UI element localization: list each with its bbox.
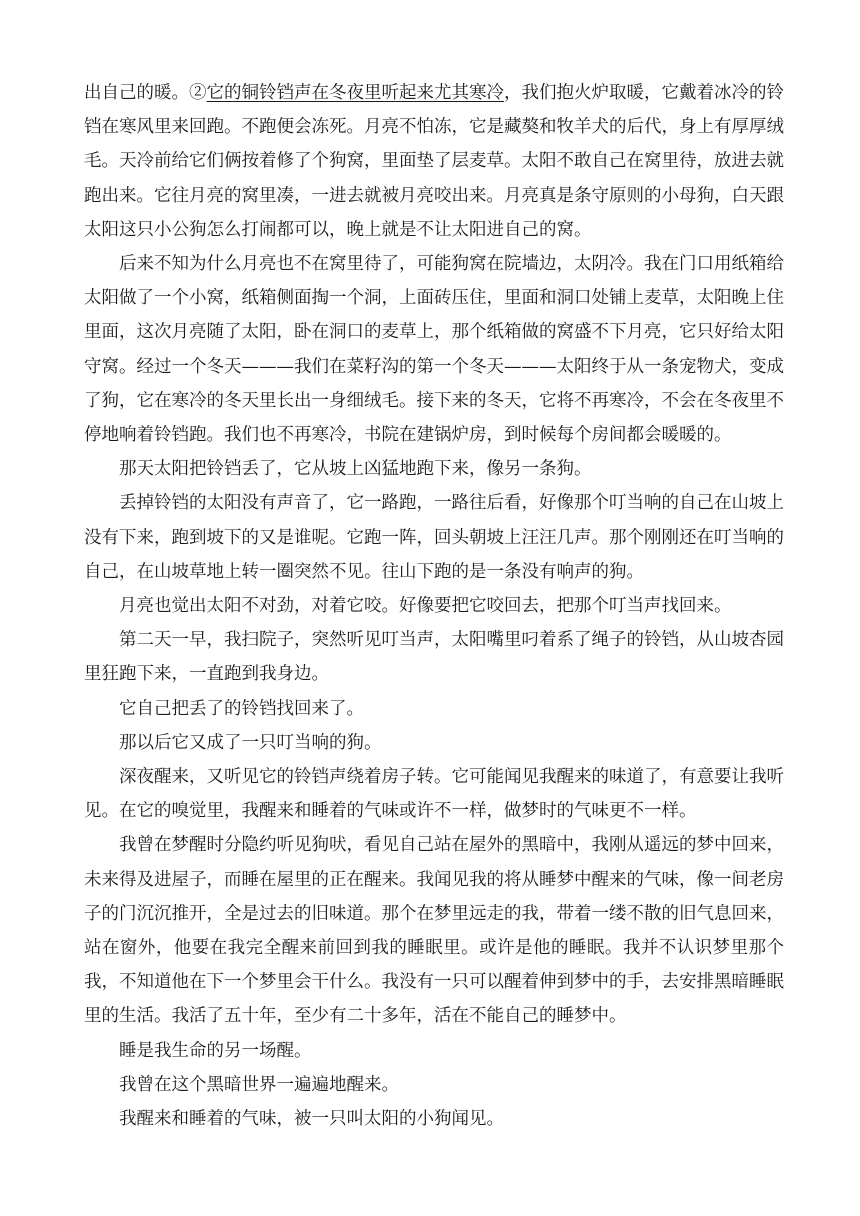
paragraph-6: 第二天一早，我扫院子，突然听见叮当声，太阳嘴里叼着系了绳子的铃铛，从山坡杏园里狂跑下来，一直跑到我身边。 <box>84 630 784 685</box>
paragraph-1-rest: ，我们抱火炉取暖，它戴着冰冷的铃铛在寒风里来回跑。不跑便会冻死。月亮不怕冻，它是藏獒和牧羊犬的后代，身上有厚厚绒毛。天冷前给它们俩按着修了个狗窝，里面垫了层麦草。太阳不敢自己在窝里待，放进去就跑出来。它往月亮的窝里凑，一进去就被月亮咬出来。月亮真是条守原则的小母狗，白天跟太阳这只小公狗怎么打闹都可以，晚上就是不让太阳进自己的窝。 <box>84 83 784 240</box>
underlined-sentence-2: 它的铜铃铛声在冬夜里听起来尤其寒冷 <box>206 83 504 103</box>
paragraph-5: 月亮也觉出太阳不对劲，对着它咬。好像要把它咬回去，把那个叮当声找回来。 <box>119 596 732 617</box>
paragraph-9: 深夜醒来，又听见它的铃铛声绕着房子转。它可能闻见我醒来的味道了，有意要让我听见。在它的嗅觉里，我醒来和睡着的气味或许不一样，做梦时的气味更不一样。 <box>84 767 784 822</box>
paragraph-1 <box>84 76 784 247</box>
paragraph-7: 它自己把丢了的铃铛找回来了。 <box>119 698 364 719</box>
paragraph-11: 睡是我生命的另一场醒。 <box>119 1040 312 1061</box>
paragraph-13: 我醒来和睡着的气味，被一只叫太阳的小狗闻见。 <box>119 1109 504 1130</box>
paragraph-3: 那天太阳把铃铛丢了，它从坡上凶猛地跑下来，像另一条狗。 <box>119 459 592 480</box>
article-body <box>84 76 784 1136</box>
paragraph-1-lead: 出自己的暖。② <box>84 83 207 103</box>
paragraph-12: 我曾在这个黑暗世界一遍遍地醒来。 <box>119 1074 399 1095</box>
paragraph-4: 丢掉铃铛的太阳没有声音了，它一路跑，一路往后看，好像那个叮当响的自己在山坡上没有下来，跑到坡下的又是谁呢。它跑一阵，回头朝坡上汪汪几声。那个刚刚还在叮当响的自己，在山坡草地上转一圈突然不见。往山下跑的是一条没有响声的狗。 <box>84 493 784 582</box>
paragraph-8: 那以后它又成了一只叮当响的狗。 <box>119 732 382 753</box>
paragraph-10: 我曾在梦醒时分隐约听见狗吠，看见自己站在屋外的黑暗中，我刚从遥远的梦中回来，未来得及进屋子，而睡在屋里的正在醒来。我闻见我的将从睡梦中醒来的气味，像一间老房子的门沉沉推开，全是过去的旧味道。那个在梦里远走的我，带着一缕不散的旧气息回来，站在窗外，他要在我完全醒来前回到我的睡眠里。或许是他的睡眠。我并不认识梦里那个我，不知道他在下一个梦里会干什么。我没有一只可以醒着伸到梦中的手，去安排黑暗睡眠里的生活。我活了五十年，至少有二十多年，活在不能自己的睡梦中。 <box>84 835 784 1027</box>
paragraph-2: 后来不知为什么月亮也不在窝里待了，可能狗窝在院墙边，太阴冷。我在门口用纸箱给太阳做了一个小窝，纸箱侧面掏一个洞，上面砖压住，里面和洞口处铺上麦草，太阳晚上住里面，这次月亮随了太阳，卧在洞口的麦草上，那个纸箱做的窝盛不下月亮，它只好给太阳守窝。经过一个冬天———我们在菜籽沟的第一个冬天———太阳终于从一条宠物犬，变成了狗，它在寒冷的冬天里长出一身细绒毛。接下来的冬天，它将不再寒冷，不会在冬夜里不停地响着铃铛跑。我们也不再寒冷，书院在建锅炉房，到时候每个房间都会暖暖的。 <box>84 254 784 446</box>
